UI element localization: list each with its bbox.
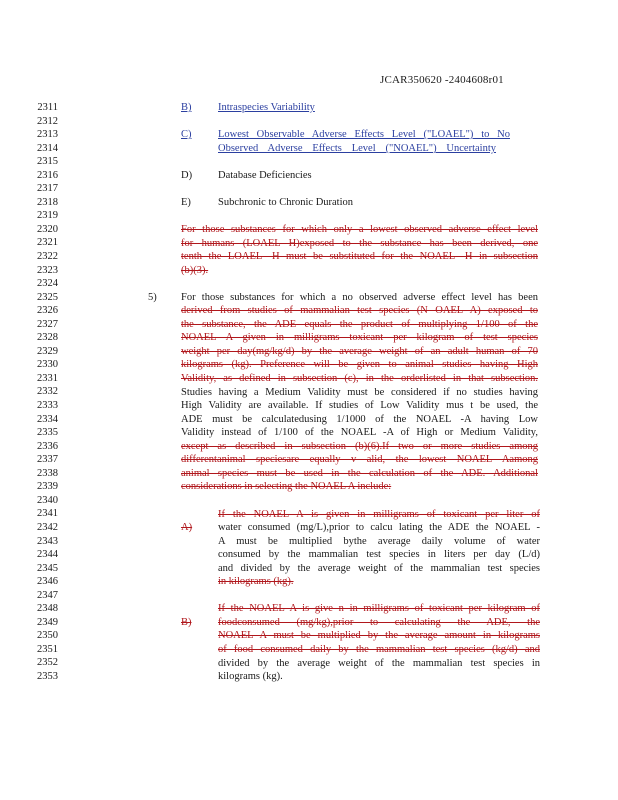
line-number: 2340 xyxy=(37,494,58,506)
item-5-line: ADE must be calculatedusing 1/1000 of the NOAEL -A having Low xyxy=(181,413,538,425)
item-5-label: 5) xyxy=(148,292,157,303)
item-b-label: B) xyxy=(181,102,192,113)
line-number: 2346 xyxy=(37,576,58,588)
line-number: 2330 xyxy=(37,359,58,371)
document-header-id: JCAR350620 -2404608r01 xyxy=(380,74,504,86)
line-number: 2348 xyxy=(37,603,58,615)
line-number: 2337 xyxy=(37,454,58,466)
line-number: 2316 xyxy=(37,169,58,181)
item-d-label: D) xyxy=(181,170,193,181)
line-number: 2342 xyxy=(37,521,58,533)
item-5-line: kilograms (kg). Preference will be given to animal studies having High xyxy=(181,359,538,371)
line-number: 2335 xyxy=(37,427,58,439)
loael-paragraph-line: for humans (LOAEL H)exposed to the substance has been derived, one xyxy=(181,237,538,249)
sub-b-line: NOAEL A must be multiplied by the average amount in kilograms xyxy=(218,630,540,642)
sub-a-line: water consumed (mg/L),prior to calcu lating the ADE the NOAEL - xyxy=(218,522,540,534)
line-number: 2341 xyxy=(37,508,58,520)
line-number: 2313 xyxy=(37,129,58,141)
line-number: 2315 xyxy=(37,156,58,168)
loael-paragraph-line: tenth the LOAEL -H must be substituted for the NOAEL -H in subsection xyxy=(181,251,538,263)
line-number: 2347 xyxy=(37,589,58,601)
line-number: 2350 xyxy=(37,630,58,642)
line-number: 2328 xyxy=(37,332,58,344)
loael-paragraph-line: (b)(3). xyxy=(181,264,209,276)
item-c-label: C) xyxy=(181,129,192,140)
sub-a-line: consumed by the mammalian test species in liters per day (L/d) xyxy=(218,549,540,561)
loael-paragraph-line: For those substances for which only a lowest observed adverse effect level xyxy=(181,223,538,235)
sub-a-line: A must be multiplied bythe average daily volume of water xyxy=(218,535,540,547)
sub-a-line: and divided by the average weight of the mammalian test species xyxy=(218,562,540,574)
sub-b-line: If the NOAEL A is give n in milligrams of toxicant per kilogram of xyxy=(218,603,540,615)
line-number: 2321 xyxy=(37,237,58,249)
item-5-line: considerations in selecting the NOAEL A include: xyxy=(181,481,392,493)
line-number: 2312 xyxy=(37,115,58,127)
sub-b-line: of food consumed daily by the mammalian test species (kg/d) and xyxy=(218,644,540,655)
sub-a-line: in kilograms (kg). xyxy=(218,576,294,588)
sub-b-line: foodconsumed (mg/kg),prior to calculating the ADE, the xyxy=(218,616,540,628)
line-number: 2338 xyxy=(37,467,58,479)
line-number: 2352 xyxy=(37,657,58,669)
line-number: 2333 xyxy=(37,400,58,412)
item-5-line: derived from studies of mammalian test species (N OAEL A) exposed to xyxy=(181,305,538,317)
line-number: 2343 xyxy=(37,535,58,547)
line-number: 2322 xyxy=(37,251,58,263)
line-number: 2325 xyxy=(37,291,58,303)
item-d-text: Database Deficiencies xyxy=(218,170,312,181)
item-5-line: NOAEL A given in milligrams toxicant per kilogram of test species xyxy=(181,332,538,344)
line-number: 2327 xyxy=(37,318,58,330)
sub-b-line: kilograms (kg). xyxy=(218,671,283,683)
item-5-line: except as described in subsection (b)(6).If two or more studies among xyxy=(181,440,538,452)
line-number: 2324 xyxy=(37,278,58,290)
line-number: 2311 xyxy=(37,102,58,113)
line-number: 2339 xyxy=(37,481,58,493)
item-5-line: differentanimal speciesare equally v alid, the lowest NOAEL Aamong xyxy=(181,454,538,466)
item-e-label: E) xyxy=(181,197,191,208)
item-c-line2: Observed Adverse Effects Level ("NOAEL") Uncertainty xyxy=(218,143,496,154)
item-5-line: For those substances for which a no observed adverse effect level has been xyxy=(181,291,538,303)
sub-a-label: A) xyxy=(181,522,193,533)
line-number: 2314 xyxy=(37,142,58,154)
line-number: 2351 xyxy=(37,643,58,655)
item-5-line: Studies having a Medium Validity must be considered if no studies having xyxy=(181,386,538,398)
item-b-text: Intraspecies Variability xyxy=(218,102,315,113)
line-number: 2331 xyxy=(37,372,58,384)
line-number: 2320 xyxy=(37,223,58,235)
line-number: 2317 xyxy=(37,183,58,195)
line-number-column xyxy=(28,101,58,684)
line-number: 2329 xyxy=(37,345,58,357)
line-number: 2326 xyxy=(37,305,58,317)
sub-b-line: divided by the average weight of the mammalian test species in xyxy=(218,657,540,669)
line-number: 2353 xyxy=(37,670,58,682)
line-number: 2332 xyxy=(37,386,58,398)
sub-a-line: If the NOAEL A is given in milligrams of toxicant per liter of xyxy=(218,508,540,520)
line-number: 2336 xyxy=(37,440,58,452)
item-e-text: Subchronic to Chronic Duration xyxy=(218,197,354,208)
item-5-line: High Validity are available. If studies of Low Validity mus t be used, the xyxy=(181,400,538,412)
line-number: 2334 xyxy=(37,413,58,425)
line-number: 2319 xyxy=(37,210,58,222)
line-number: 2323 xyxy=(37,264,58,276)
item-5-line: animal species must be used in the calculation of the ADE. Additional xyxy=(181,467,538,479)
item-5-line: the substance, the ADE equals the product of multiplying 1/100 of the xyxy=(181,318,538,330)
line-number: 2318 xyxy=(37,196,58,208)
sub-b-label: B) xyxy=(181,617,192,628)
item-c-line1: Lowest Observable Adverse Effects Level ("LOAEL") to No xyxy=(218,129,510,140)
line-number: 2344 xyxy=(37,549,58,561)
line-number: 2349 xyxy=(37,616,58,628)
line-number: 2345 xyxy=(37,562,58,574)
item-5-line: Validity instead of 1/100 of the NOAEL -A of High or Medium Validity, xyxy=(181,427,538,439)
item-5-line: weight per day(mg/kg/d) by the average weight of an adult human of 70 xyxy=(181,345,538,357)
item-5-line: Validity, as defined in subsection (c), in the orderlisted in that subsection. xyxy=(181,373,538,384)
